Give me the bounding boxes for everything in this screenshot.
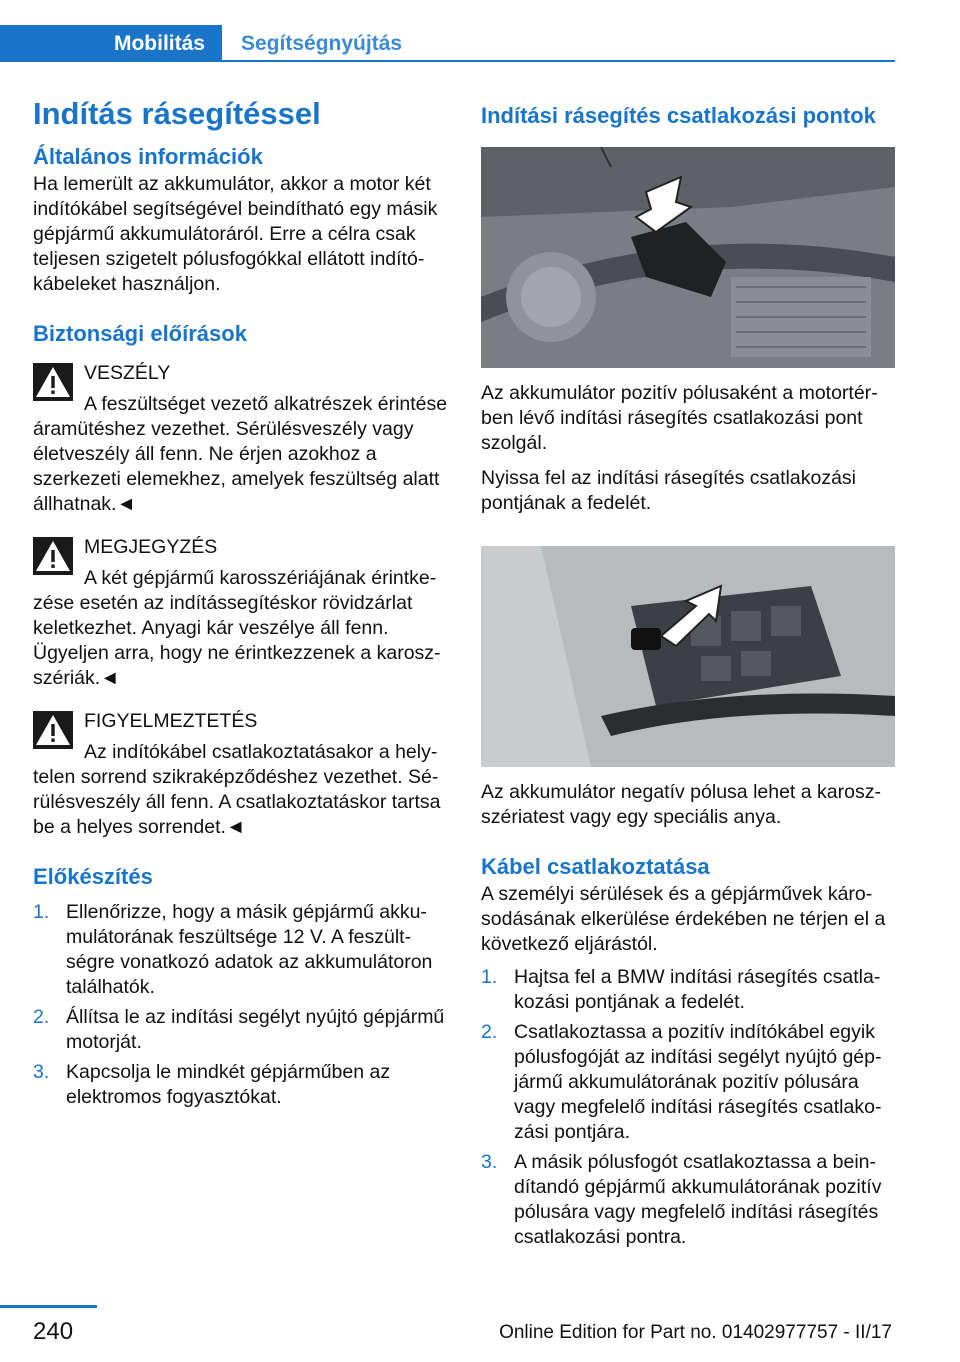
safety-heading: Biztonsági előírások [33, 321, 247, 346]
engine-bay-image [481, 546, 895, 767]
warning-text: A két gépjármű karosszériájának érintkezése esetén az indítássegítéskor rövidzárlat keletkezhet. Anyagi kár veszélye áll fenn. Ügyeljen arra, hogy ne érintkezzenek a karoszszériák.◄ [33, 567, 441, 689]
list-item: 1. Ellenőrizze, hogy a másik gépjármű akkumulátorának feszültsége 12 V. A feszültségre vonatkozó adatok az akkumulátoron találhatók. [33, 901, 433, 998]
warning-text: A feszültséget vezető alkatrészek érintése áramütéshez vezethet. Sérülésveszély vagy életveszély áll fenn. Ne érjen azokhoz a szerkezeti elemekhez, amelyek feszültség alatt állhatnak.◄ [33, 393, 448, 515]
prep-heading: Előkészítés [33, 864, 153, 889]
positive-terminal-text: Az akkumulátor pozitív pólusaként a motortérben lévő indítási rásegítés csatlakozási pont szolgál. [481, 382, 878, 454]
cable-steps-list [481, 965, 896, 1250]
page-title: Indítás rásegítéssel [33, 96, 321, 131]
open-cover-text: Nyissa fel az indítási rásegítés csatlakozási pontjának a fedelét. [481, 467, 856, 514]
warning-text: Az indítókábel csatlakoztatásakor a helytelen sorrend szikraképződéshez vezethet. Sérülésveszély áll fenn. A csatlakoztatáskor tartsa be a helyes sorrendet.◄ [33, 741, 441, 838]
right-column [481, 101, 896, 1255]
header-divider [222, 60, 895, 62]
general-text: Ha lemerült az akkumulátor, akkor a motor két indítókábel segítségével beindítható egy másik gépjármű akkumulátoráról. Erre a célra csak teljesen szigetelt pólusfogókkal ellátott indítókábeleket használjon. [33, 173, 438, 295]
engine-bay-image [481, 147, 895, 368]
warning-note [33, 535, 448, 691]
section-tab: Mobilitás [0, 25, 222, 62]
cable-intro-text: A személyi sérülések és a gépjárművek károsodásának elkerülése érdekében ne térjen el a következő eljárástól. [481, 883, 886, 955]
list-item: 3. A másik pólusfogót csatlakoztassa a beindítandó gépjármű akkumulátorának pozitív pólusára vagy megfelelő indítási rásegítés csatlakozási pontra. [481, 1151, 882, 1248]
warning-label: MEGJEGYZÉS [84, 536, 218, 558]
prep-steps-list [33, 900, 448, 1110]
general-heading: Általános információk [33, 144, 263, 169]
list-item: 2. Csatlakoztassa a pozitív indítókábel egyik pólusfogóját az indítási segélyt nyújtó gépjármű akkumulátorának pozitív pólusára vagy megfelelő indítási rásegítés csatlakozási pontjára. [481, 1021, 882, 1143]
footer-divider [0, 1305, 97, 1308]
positive-terminal-photo [481, 147, 895, 368]
negative-terminal-photo [481, 546, 895, 767]
edition-note: Online Edition for Part no. 01402977757 - II/17 [499, 1322, 892, 1343]
warning-label: FIGYELMEZTETÉS [84, 710, 258, 732]
warning-triangle-icon [33, 711, 73, 749]
page-header [0, 25, 895, 62]
warning-danger [33, 361, 448, 517]
list-item: 1. Hajtsa fel a BMW indítási rásegítés csatlakozási pontjának a fedelét. [481, 966, 881, 1013]
warning-label: VESZÉLY [84, 362, 171, 384]
cable-heading: Kábel csatlakoztatása [481, 854, 710, 879]
negative-terminal-text: Az akkumulátor negatív pólusa lehet a karoszszériatest vagy egy speciális anya. [481, 781, 881, 828]
left-column [33, 96, 448, 1115]
subsection-tab: Segítségnyújtás [241, 32, 403, 55]
warning-caution [33, 709, 448, 840]
list-item: 3. Kapcsolja le mindkét gépjárműben az elektromos fogyasztókat. [33, 1061, 391, 1108]
warning-triangle-icon [33, 537, 73, 575]
page-number: 240 [33, 1318, 74, 1345]
list-item: 2. Állítsa le az indítási segélyt nyújtó gépjármű motorját. [33, 1006, 445, 1053]
warning-triangle-icon [33, 363, 73, 401]
points-heading: Indítási rásegítés csatlakozási pontok [481, 103, 876, 128]
